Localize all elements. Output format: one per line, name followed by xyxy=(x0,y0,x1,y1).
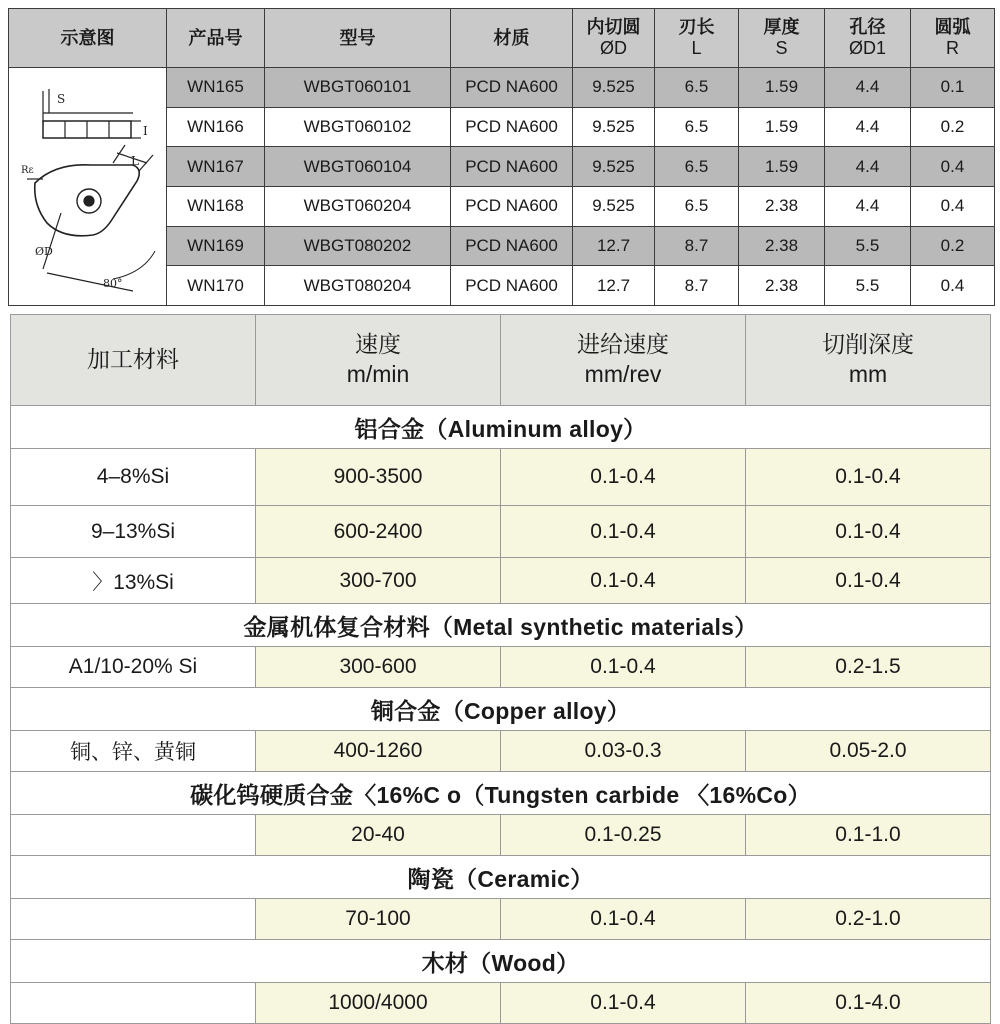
feed-cell: 0.1-0.4 xyxy=(501,558,746,604)
cutting-header-cell xyxy=(501,315,746,406)
spec-cell-model: WBGT060101 xyxy=(265,68,451,108)
spec-header-cell xyxy=(911,9,995,68)
spec-header-cell xyxy=(655,9,739,68)
spec-cell-product: WN165 xyxy=(167,68,265,108)
category-title: 陶瓷（Ceramic） xyxy=(11,856,991,899)
category-title: 铝合金（Aluminum alloy） xyxy=(11,406,991,449)
spec-row xyxy=(9,68,995,108)
spec-header-line1: 厚度 xyxy=(763,17,800,38)
spec-header-line2: ØD1 xyxy=(848,38,886,58)
spec-cell-model: WBGT060204 xyxy=(265,187,451,227)
depth-cell: 0.05-2.0 xyxy=(746,731,991,772)
spec-header-cell xyxy=(739,9,825,68)
spec-cell-s: 1.59 xyxy=(739,107,825,147)
spec-cell-model: WBGT060104 xyxy=(265,147,451,187)
material-cell xyxy=(11,815,256,856)
spec-header-cell xyxy=(167,9,265,68)
spec-header-line1: 示意图 xyxy=(60,27,115,48)
feed-cell: 0.1-0.25 xyxy=(501,815,746,856)
spec-header-line2: ØD xyxy=(600,38,627,58)
speed-cell: 900-3500 xyxy=(256,449,501,506)
spec-header-cell xyxy=(573,9,655,68)
cutting-row xyxy=(11,647,991,688)
spec-header-cell xyxy=(451,9,573,68)
depth-cell: 0.2-1.0 xyxy=(746,899,991,940)
spec-header-line2: R xyxy=(946,38,959,58)
category-row xyxy=(11,406,991,449)
spec-cell-material: PCD NA600 xyxy=(451,68,573,108)
spec-cell-d: 9.525 xyxy=(573,107,655,147)
cutting-header-line2: m/min xyxy=(346,361,410,387)
material-cell: 铜、锌、黄铜 xyxy=(11,731,256,772)
category-title: 木材（Wood） xyxy=(11,940,991,983)
material-cell: 4–8%Si xyxy=(11,449,256,506)
cutting-row xyxy=(11,449,991,506)
category-row xyxy=(11,604,991,647)
spec-header-cell xyxy=(9,9,167,68)
cutting-row xyxy=(11,983,991,1024)
spec-cell-r: 0.1 xyxy=(911,68,995,108)
depth-cell: 0.1-0.4 xyxy=(746,558,991,604)
material-cell: A1/10-20% Si xyxy=(11,647,256,688)
depth-cell: 0.1-4.0 xyxy=(746,983,991,1024)
cutting-row xyxy=(11,506,991,558)
cutting-header-cell xyxy=(256,315,501,406)
diagram-cell xyxy=(9,68,167,306)
category-row xyxy=(11,772,991,815)
cutting-header-line1: 加工材料 xyxy=(87,346,179,373)
category-title: 金属机体复合材料（Metal synthetic materials） xyxy=(11,604,991,647)
spec-table xyxy=(8,8,995,306)
label-d: ØD xyxy=(34,244,53,258)
cutting-header-line1: 进给速度 xyxy=(577,331,669,358)
spec-cell-s: 2.38 xyxy=(739,266,825,306)
speed-cell: 1000/4000 xyxy=(256,983,501,1024)
cutting-header-line2: mm xyxy=(848,361,888,387)
spec-cell-d1: 4.4 xyxy=(825,107,911,147)
material-cell xyxy=(11,899,256,940)
label-r: Rε xyxy=(20,164,34,176)
speed-cell: 600-2400 xyxy=(256,506,501,558)
label-s: S xyxy=(56,91,65,106)
depth-cell: 0.2-1.5 xyxy=(746,647,991,688)
speed-cell: 300-700 xyxy=(256,558,501,604)
speed-cell: 300-600 xyxy=(256,647,501,688)
spec-cell-d: 12.7 xyxy=(573,266,655,306)
spec-cell-d1: 4.4 xyxy=(825,147,911,187)
cutting-row xyxy=(11,815,991,856)
insert-diagram xyxy=(13,73,163,301)
feed-cell: 0.1-0.4 xyxy=(501,983,746,1024)
spec-header-cell xyxy=(265,9,451,68)
feed-cell: 0.1-0.4 xyxy=(501,449,746,506)
spec-cell-d1: 5.5 xyxy=(825,226,911,266)
depth-cell: 0.1-1.0 xyxy=(746,815,991,856)
spec-cell-product: WN166 xyxy=(167,107,265,147)
spec-cell-r: 0.2 xyxy=(911,226,995,266)
spec-cell-l: 6.5 xyxy=(655,107,739,147)
category-row xyxy=(11,940,991,983)
spec-header-line1: 内切圆 xyxy=(586,17,641,38)
spec-cell-l: 6.5 xyxy=(655,187,739,227)
spec-cell-r: 0.2 xyxy=(911,107,995,147)
cutting-header-cell xyxy=(746,315,991,406)
spec-cell-product: WN169 xyxy=(167,226,265,266)
cutting-header-line2: mm/rev xyxy=(584,361,662,387)
spec-cell-d: 9.525 xyxy=(573,68,655,108)
spec-cell-l: 6.5 xyxy=(655,68,739,108)
spec-header-line1: 刃长 xyxy=(678,17,715,38)
material-cell xyxy=(11,983,256,1024)
speed-cell: 400-1260 xyxy=(256,731,501,772)
spec-cell-s: 2.38 xyxy=(739,187,825,227)
spec-header-cell xyxy=(825,9,911,68)
spec-cell-material: PCD NA600 xyxy=(451,187,573,227)
material-cell: 〉13%Si xyxy=(11,558,256,604)
feed-cell: 0.1-0.4 xyxy=(501,506,746,558)
category-row xyxy=(11,688,991,731)
cutting-row xyxy=(11,899,991,940)
spec-cell-l: 6.5 xyxy=(655,147,739,187)
spec-cell-d: 9.525 xyxy=(573,187,655,227)
category-row xyxy=(11,856,991,899)
spec-cell-model: WBGT080202 xyxy=(265,226,451,266)
spec-cell-material: PCD NA600 xyxy=(451,147,573,187)
spec-header-line2: S xyxy=(775,38,788,58)
speed-cell: 20-40 xyxy=(256,815,501,856)
spec-header-line1: 产品号 xyxy=(188,27,243,48)
spec-header-line1: 圆弧 xyxy=(934,17,971,38)
spec-cell-l: 8.7 xyxy=(655,266,739,306)
spec-cell-l: 8.7 xyxy=(655,226,739,266)
spec-cell-s: 2.38 xyxy=(739,226,825,266)
spec-cell-r: 0.4 xyxy=(911,266,995,306)
material-cell: 9–13%Si xyxy=(11,506,256,558)
spec-cell-material: PCD NA600 xyxy=(451,266,573,306)
cutting-parameters-table xyxy=(10,314,991,1024)
cutting-row xyxy=(11,731,991,772)
spec-cell-product: WN168 xyxy=(167,187,265,227)
spec-cell-product: WN167 xyxy=(167,147,265,187)
depth-cell: 0.1-0.4 xyxy=(746,449,991,506)
spec-cell-r: 0.4 xyxy=(911,147,995,187)
spec-cell-s: 1.59 xyxy=(739,147,825,187)
spec-cell-material: PCD NA600 xyxy=(451,107,573,147)
category-title: 碳化钨硬质合金〈16%C o（Tungsten carbide 〈16%Co） xyxy=(11,772,991,815)
spec-header-line1: 孔径 xyxy=(849,17,886,38)
spec-cell-r: 0.4 xyxy=(911,187,995,227)
cutting-header-line1: 切削深度 xyxy=(822,331,914,358)
spec-cell-model: WBGT060102 xyxy=(265,107,451,147)
spec-cell-model: WBGT080204 xyxy=(265,266,451,306)
feed-cell: 0.1-0.4 xyxy=(501,647,746,688)
spec-cell-d: 12.7 xyxy=(573,226,655,266)
depth-cell: 0.1-0.4 xyxy=(746,506,991,558)
cutting-row xyxy=(11,558,991,604)
label-angle: 80° xyxy=(102,276,122,290)
spec-cell-d: 9.525 xyxy=(573,147,655,187)
spec-header-line1: 材质 xyxy=(493,27,530,48)
cutting-header-row xyxy=(11,315,991,406)
spec-cell-d1: 4.4 xyxy=(825,68,911,108)
spec-header-row xyxy=(9,9,995,68)
spec-cell-product: WN170 xyxy=(167,266,265,306)
spec-cell-d1: 5.5 xyxy=(825,266,911,306)
spec-cell-s: 1.59 xyxy=(739,68,825,108)
feed-cell: 0.03-0.3 xyxy=(501,731,746,772)
speed-cell: 70-100 xyxy=(256,899,501,940)
spec-cell-material: PCD NA600 xyxy=(451,226,573,266)
feed-cell: 0.1-0.4 xyxy=(501,899,746,940)
cutting-header-line1: 速度 xyxy=(355,331,401,358)
label-l: L xyxy=(130,153,139,168)
cutting-header-cell xyxy=(11,315,256,406)
spec-header-line1: 型号 xyxy=(339,27,376,48)
spec-cell-d1: 4.4 xyxy=(825,187,911,227)
label-l-side: I xyxy=(142,123,148,138)
category-title: 铜合金（Copper alloy） xyxy=(11,688,991,731)
spec-header-line2: L xyxy=(691,38,702,58)
